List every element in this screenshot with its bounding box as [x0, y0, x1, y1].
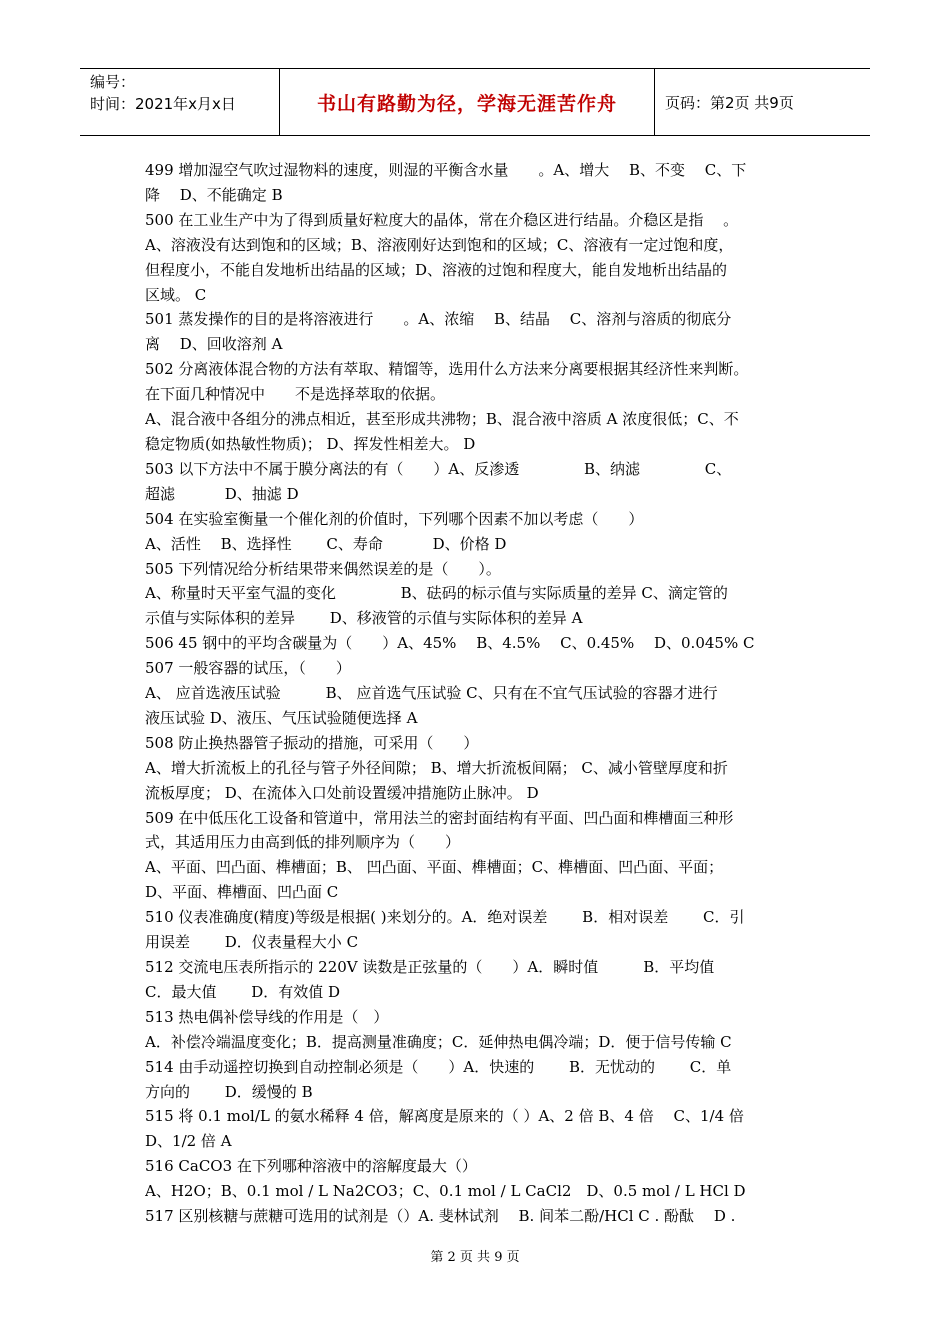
text-line: 499 增加湿空气吹过湿物料的速度，则湿的平衡含水量 。A、增大 B、不变 C、下 [145, 161, 747, 179]
text-line: 式，其适用压力由高到低的排列顺序为（ ） [145, 833, 461, 852]
header-motto: 书山有路勤为径，学海无涯苦作舟 [316, 92, 617, 115]
text-line: 514 由手动遥控切换到自动控制必须是（ ）A．快速的 B．无忧动的 C．单 [145, 1057, 732, 1076]
text-line: 517 区别核糖与蔗糖可选用的试剂是（）A. 斐林试剂 B. 间苯二酚/HCl C . 酚酞 D . [145, 1207, 736, 1226]
text-line: 516 CaCO3 在下列哪种溶液中的溶解度最大（） [145, 1157, 477, 1176]
text-line: 方向的 D．缓慢的 B [145, 1082, 313, 1101]
text-line: D、平面、榫槽面、凹凸面 C [145, 883, 339, 902]
text-line: 503 以下方法中不属于膜分离法的有（ ）A、反渗透 B、纳滤 C、 [145, 459, 732, 478]
text-line: 510 仪表准确度(精度)等级是根据( )来划分的。A．绝对误差 B．相对误差 C．引 [145, 908, 745, 927]
text-line: C．最大值 D．有效值 D [145, 982, 341, 1001]
text-line: 区域。 C [145, 285, 207, 304]
text-line: 507 一般容器的试压，（ ） [145, 659, 351, 678]
text-line: 508 防止换热器管子振动的措施，可采用（ ） [145, 733, 479, 752]
text-line: 液压试验 D、液压、气压试验随便选择 A [145, 708, 418, 727]
text-line: A、平面、凹凸面、榫槽面；B、 凹凸面、平面、榫槽面；C、榫槽面、凹凸面、平面； [145, 858, 724, 877]
text-line: 509 在中低压化工设备和管道中，常用法兰的密封面结构有平面、凹凸面和榫槽面三种形 [145, 808, 734, 827]
text-line: 流板厚度； D、在流体入口处前设置缓冲措施防止脉冲。 D [145, 783, 539, 802]
page-header [80, 68, 870, 136]
question-list [145, 158, 813, 1229]
text-line: 稳定物质(如热敏性物质)； D、挥发性相差大。 D [145, 434, 476, 453]
text-line: A、增大折流板上的孔径与管子外径间隙； B、增大折流板间隔； C、减小管壁厚度和折 [145, 758, 728, 777]
document-number-label: 编号： [90, 73, 136, 91]
header-meta-cell [80, 69, 280, 135]
text-line: 515 将 0.1 mol/L 的氨水稀释 4 倍，解离度是原来的（ ）A、2 倍 B、4 倍 C、1/4 倍 [145, 1107, 744, 1126]
text-line: 但程度小，不能自发地析出结晶的区域；D、溶液的过饱和程度大，能自发地析出结晶的 [145, 260, 728, 279]
text-line: 在下面几种情况中 不是选择萃取的依据。 [145, 385, 446, 404]
text-line: 用误差 D．仪表量程大小 C [145, 933, 359, 952]
text-line: D、1/2 倍 A [145, 1132, 232, 1151]
document-date-label: 时间：2021年x月x日 [90, 95, 236, 113]
text-line: A、活性 B、选择性 C、寿命 D、价格 D [145, 534, 507, 553]
page-footer: 第 2 页 共 9 页 [430, 1250, 520, 1265]
text-line: 501 蒸发操作的目的是将溶液进行 。A、浓缩 B、结晶 C、溶剂与溶质的彻底分 [145, 310, 732, 329]
header-page-info-cell [655, 69, 870, 135]
text-line: A．补偿冷端温度变化；B．提高测量准确度；C．延伸热电偶冷端；D．便于信号传输 C [145, 1032, 732, 1051]
header-motto-cell [280, 69, 655, 135]
text-line: 超滤 D、抽滤 D [145, 484, 299, 503]
text-line: 502 分离液体混合物的方法有萃取、精馏等，选用什么方法来分离要根据其经济性来判断。 [145, 360, 749, 379]
text-line: 513 热电偶补偿导线的作用是（ ） [145, 1007, 389, 1026]
text-line: A、 应首选液压试验 B、 应首选气压试验 C、只有在不宜气压试验的容器才进行 [145, 684, 718, 703]
text-line: 505 下列情况给分析结果带来偶然误差的是（ ）。 [145, 559, 501, 578]
text-line: 离 D、回收溶剂 A [145, 335, 283, 354]
text-line: A、称量时天平室气温的变化 B、砝码的标示值与实际质量的差异 C、滴定管的 [145, 584, 728, 603]
text-line: 504 在实验室衡量一个催化剂的价值时，下列哪个因素不加以考虑（ ） [145, 509, 644, 528]
header-page-info: 页码：第2页 共9页 [665, 93, 794, 112]
text-line: A、混合液中各组分的沸点相近，甚至形成共沸物；B、混合液中溶质 A 浓度很低；C、不 [145, 410, 739, 429]
text-line: A、溶液没有达到饱和的区域；B、溶液刚好达到饱和的区域；C、溶液有一定过饱和度， [145, 235, 734, 254]
text-line: 降 D、不能确定 B [145, 185, 283, 204]
text-line: 500 在工业生产中为了得到质量好粒度大的晶体，常在介稳区进行结晶。介稳区是指 。 [145, 210, 739, 229]
text-line: 506 45 钢中的平均含碳量为（ ）A、45% B、4.5% C、0.45% D、0.045% C [145, 634, 755, 653]
text-line: A、H2O；B、0.1 mol / L Na2CO3；C、0.1 mol / L CaCl2 D、0.5 mol / L HCl D [145, 1182, 746, 1201]
text-line: 512 交流电压表所指示的 220V 读数是正弦量的（ ）A．瞬时值 B．平均值 [145, 958, 715, 976]
text-line: 示值与实际体积的差异 D、移液管的示值与实际体积的差异 A [145, 609, 583, 628]
